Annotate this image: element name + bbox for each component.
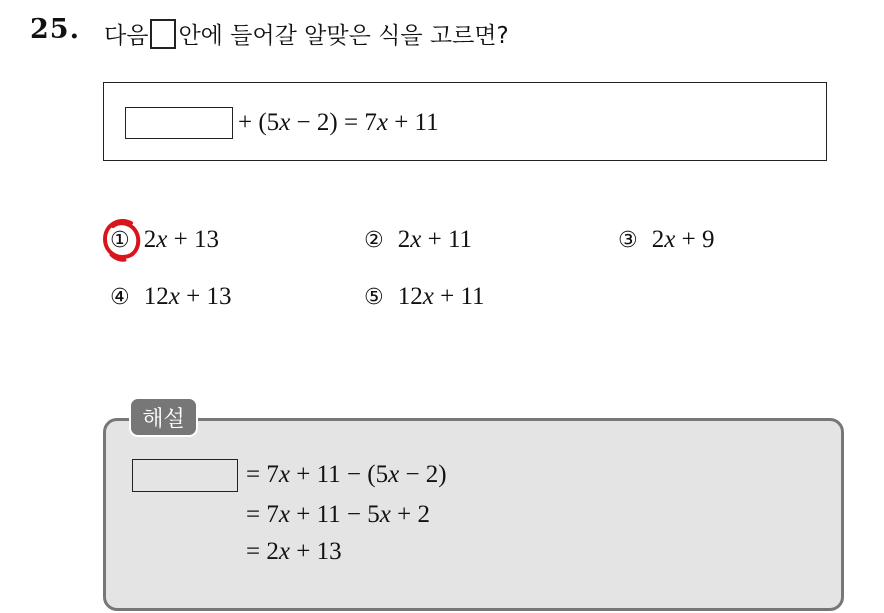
choice-expression: 12x + 11 — [397, 283, 485, 310]
equation-blank — [125, 107, 233, 139]
choice-number: ④ — [110, 284, 130, 310]
solution-line-2: = 7x + 11 − 5x + 2 — [246, 501, 430, 528]
choice-4[interactable] — [110, 283, 231, 311]
solution-line-3: = 2x + 13 — [246, 538, 342, 565]
choice-expression: 2x + 13 — [143, 226, 219, 253]
solution-label: 해설 — [129, 397, 198, 437]
choice-1[interactable] — [110, 226, 219, 254]
choice-expression: 2x + 11 — [397, 226, 473, 253]
choice-number: ⑤ — [364, 284, 384, 310]
equation-box — [103, 82, 827, 161]
choice-3[interactable] — [618, 226, 714, 254]
question-text-before: 다음 — [104, 23, 149, 49]
choice-number: ③ — [618, 227, 638, 253]
question-number: 25. — [30, 14, 80, 45]
solution-box — [103, 418, 844, 611]
question-text — [104, 17, 509, 50]
choice-2[interactable] — [364, 226, 472, 254]
choice-number: ② — [364, 227, 384, 253]
solution-line-1: = 7x + 11 − (5x − 2) — [246, 461, 447, 488]
blank-box-icon — [150, 19, 176, 49]
choice-expression: 12x + 13 — [143, 283, 232, 310]
equation-expression: + (5x − 2) = 7x + 11 — [238, 109, 439, 136]
question-text-after: 안에 들어갈 알맞은 식을 고르면? — [178, 23, 509, 49]
choice-number: ① — [110, 227, 130, 253]
choice-expression: 2x + 9 — [651, 226, 715, 253]
solution-blank — [132, 459, 238, 492]
choice-5[interactable] — [364, 283, 485, 311]
